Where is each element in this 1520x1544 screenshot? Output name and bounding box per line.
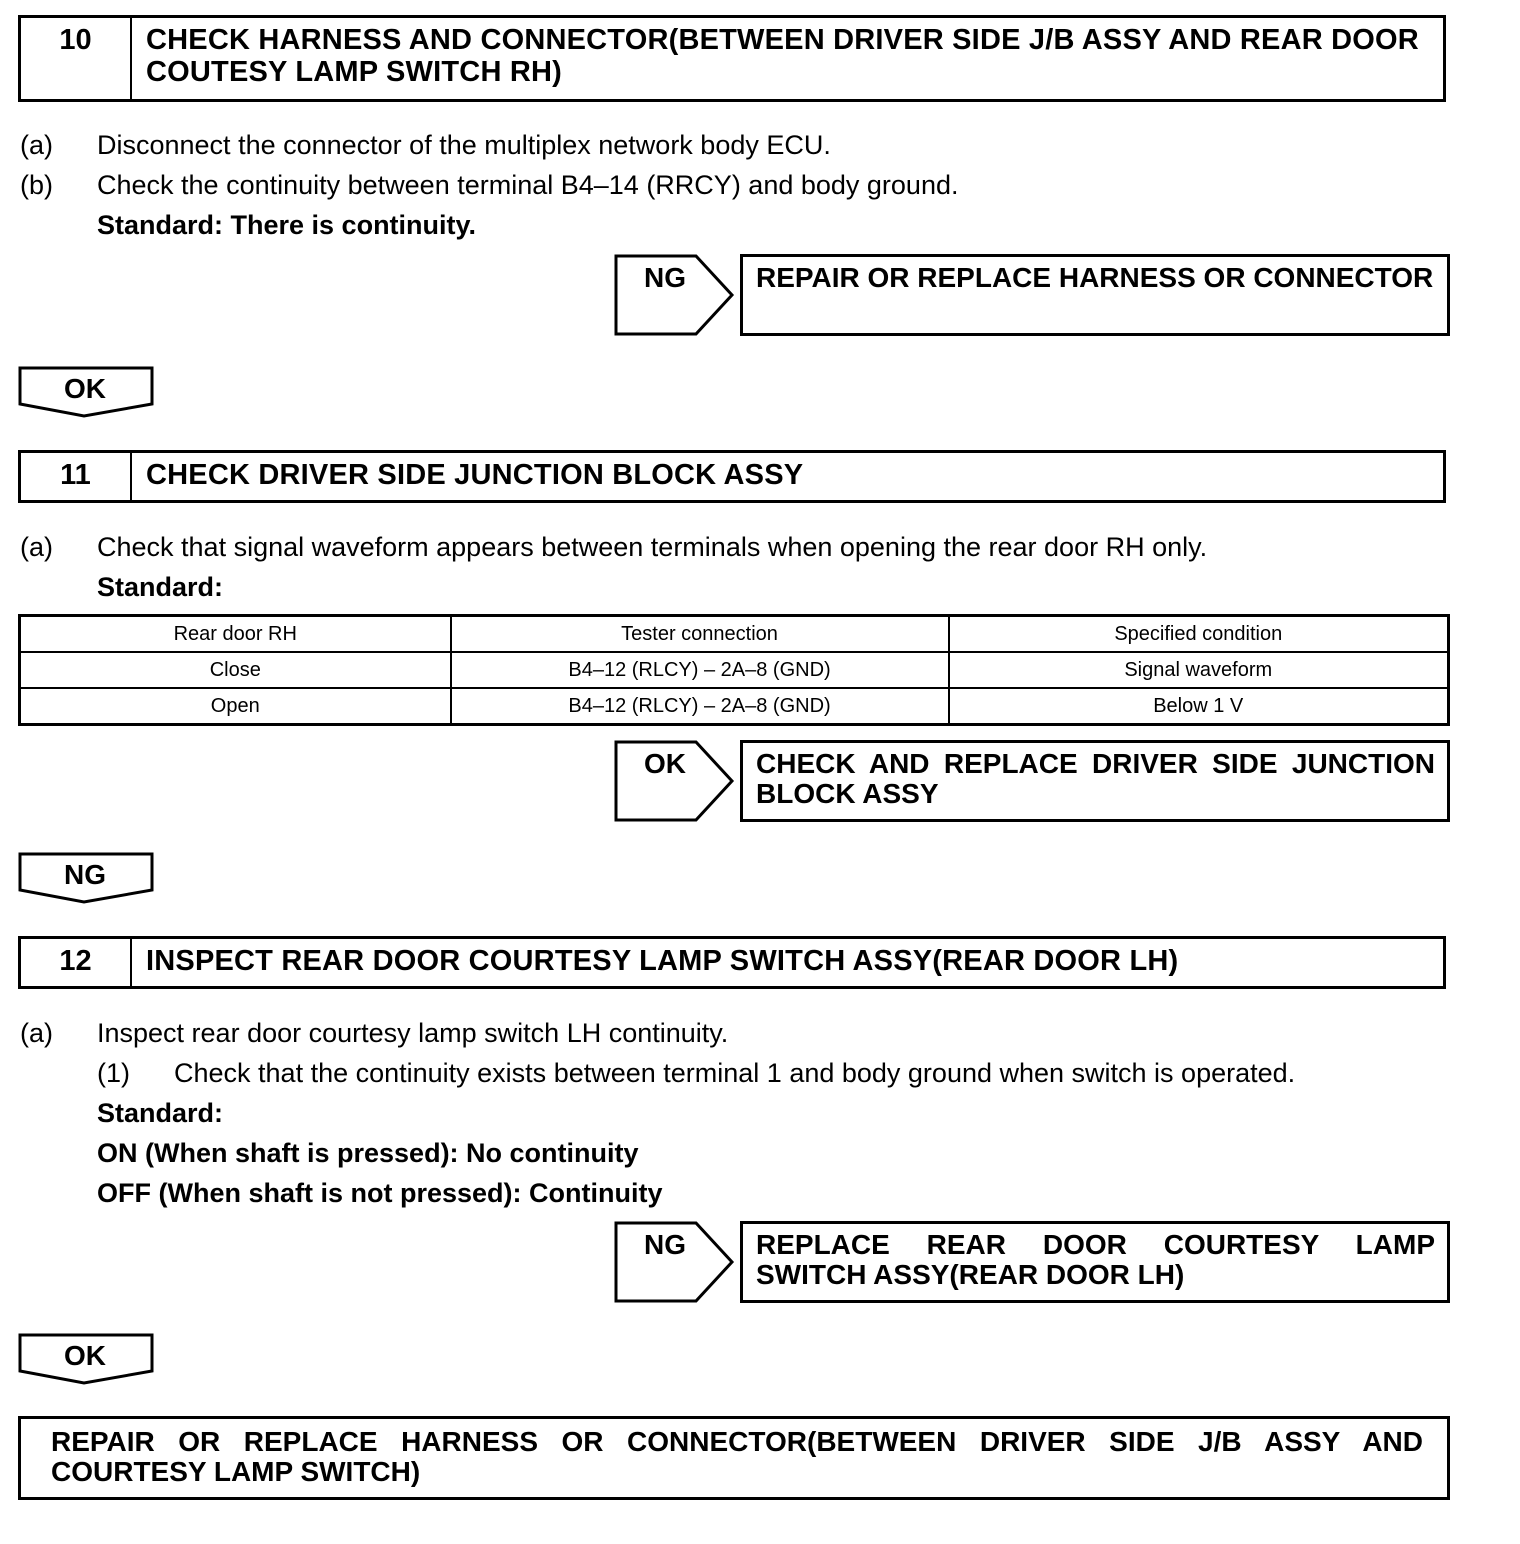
column-header: Specified condition bbox=[949, 616, 1449, 653]
table-header-row bbox=[20, 616, 1449, 653]
table-cell: B4–12 (RLCY) – 2A–8 (GND) bbox=[451, 652, 949, 688]
ng-label: NG bbox=[644, 262, 686, 293]
table-cell: Close bbox=[20, 652, 451, 688]
item-label: (a) bbox=[20, 130, 53, 160]
ng-result-row bbox=[614, 254, 1450, 336]
ok-label: OK bbox=[64, 1340, 106, 1371]
column-header: Rear door RH bbox=[20, 616, 451, 653]
ng-tag bbox=[614, 254, 736, 336]
ng-label: NG bbox=[644, 1229, 686, 1260]
ng-down-tag bbox=[18, 852, 156, 904]
ok-down-tag bbox=[18, 1333, 156, 1385]
spec-table bbox=[18, 614, 1450, 726]
item-text: Check the continuity between terminal B4–14 (RRCY) and body ground. bbox=[97, 170, 959, 200]
table-cell: B4–12 (RLCY) – 2A–8 (GND) bbox=[451, 688, 949, 725]
subitem-text: Check that the continuity exists between terminal 1 and body ground when switch is operated. bbox=[174, 1058, 1296, 1088]
table-row bbox=[20, 688, 1449, 725]
subitem-label: (1) bbox=[97, 1058, 130, 1088]
table-cell: Signal waveform bbox=[949, 652, 1449, 688]
table-row bbox=[20, 652, 1449, 688]
ok-down-tag bbox=[18, 366, 156, 418]
item-text: Check that signal waveform appears between terminals when opening the rear door RH only. bbox=[97, 532, 1208, 562]
item-label: (a) bbox=[20, 532, 53, 562]
ng-label: NG bbox=[64, 859, 106, 890]
step-10-header bbox=[18, 15, 1446, 102]
ok-tag bbox=[614, 740, 736, 822]
step-title: INSPECT REAR DOOR COURTESY LAMP SWITCH ASSY(REAR DOOR LH) bbox=[146, 945, 1179, 977]
step-title: CHECK DRIVER SIDE JUNCTION BLOCK ASSY bbox=[146, 459, 804, 491]
ok-label: OK bbox=[644, 748, 686, 779]
step-12-header bbox=[18, 936, 1446, 989]
standard-text: Standard: There is continuity. bbox=[97, 210, 477, 240]
ng-tag bbox=[614, 1221, 736, 1303]
item-text: Disconnect the connector of the multiplex network body ECU. bbox=[97, 130, 831, 160]
step-number: 12 bbox=[21, 939, 132, 986]
step-number: 11 bbox=[21, 453, 132, 500]
final-action-box: REPAIR OR REPLACE HARNESS OR CONNECTOR(BETWEEN DRIVER SIDE J/B ASSY AND COURTESY LAMP SWITCH) bbox=[18, 1416, 1450, 1500]
item-label: (b) bbox=[20, 170, 53, 200]
step-title: CHECK HARNESS AND CONNECTOR(BETWEEN DRIVER SIDE J/B ASSY AND REAR DOOR COUTESY LAMP SWITCH RH) bbox=[146, 24, 1419, 88]
ok-result-row bbox=[614, 740, 1450, 822]
standard-line-on: ON (When shaft is pressed): No continuity bbox=[97, 1138, 639, 1168]
standard-text: Standard: bbox=[97, 572, 224, 602]
ng-result-row bbox=[614, 1221, 1450, 1303]
replace-switch-action-box: REPLACE REAR DOOR COURTESY LAMP SWITCH ASSY(REAR DOOR LH) bbox=[740, 1221, 1450, 1303]
column-header: Tester connection bbox=[451, 616, 949, 653]
table-cell: Below 1 V bbox=[949, 688, 1449, 725]
step-number: 10 bbox=[21, 18, 132, 99]
item-text: Inspect rear door courtesy lamp switch LH continuity. bbox=[97, 1018, 729, 1048]
ok-label: OK bbox=[64, 373, 106, 404]
standard-line-off: OFF (When shaft is not pressed): Continuity bbox=[97, 1178, 663, 1208]
repair-action-box: REPAIR OR REPLACE HARNESS OR CONNECTOR bbox=[740, 254, 1450, 336]
item-label: (a) bbox=[20, 1018, 53, 1048]
standard-text: Standard: bbox=[97, 1098, 224, 1128]
table-cell: Open bbox=[20, 688, 451, 725]
replace-action-box: CHECK AND REPLACE DRIVER SIDE JUNCTION BLOCK ASSY bbox=[740, 740, 1450, 822]
step-11-header bbox=[18, 450, 1446, 503]
